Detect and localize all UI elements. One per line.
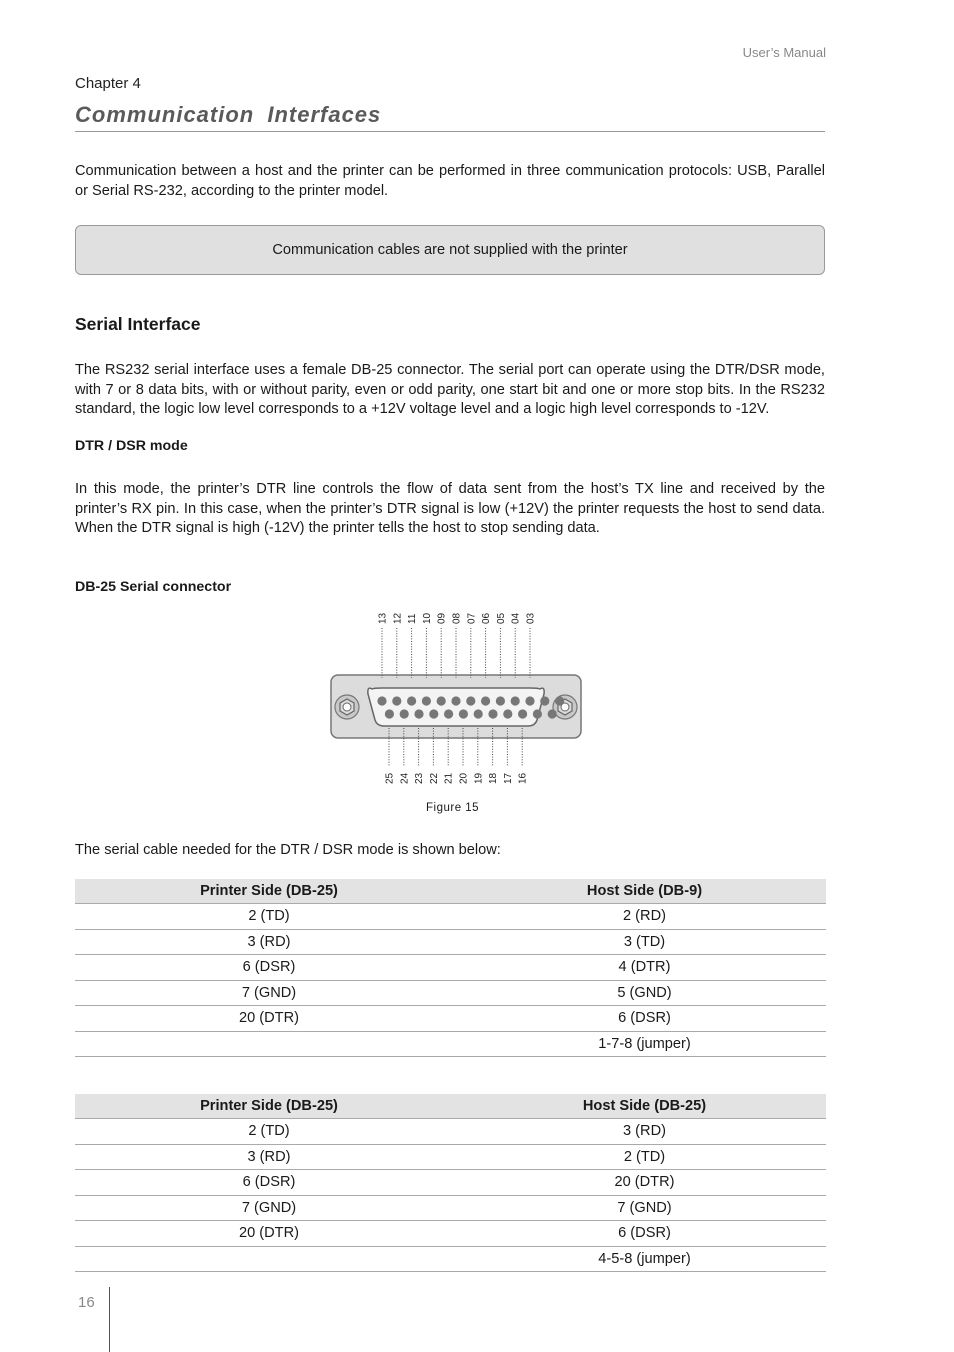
printer-pin <box>75 1031 463 1057</box>
pin-dot <box>474 709 483 718</box>
pin-dot <box>414 709 423 718</box>
table-row <box>75 1031 826 1057</box>
serial-heading: Serial Interface <box>75 314 201 334</box>
printer-pin: 20 (DTR) <box>75 1221 463 1247</box>
screw-left-icon <box>335 695 359 719</box>
host-pin: 6 (DSR) <box>463 1221 826 1247</box>
printer-pin: 3 (RD) <box>75 929 463 955</box>
pin-label: 24 <box>399 772 411 784</box>
pin-dot <box>503 709 512 718</box>
serial-description: The RS232 serial interface uses a female DB-25 connector. The serial port can operate using the DTR/DSR mode, with 7 or 8 data bits, with or without parity, even or odd parity, one start bit and one or more stop bits. In the RS232 standard, the logic low level corresponds to a +12V voltage level and a logic high level corresponds to -12V. <box>75 362 825 417</box>
pin-label: 22 <box>428 772 440 784</box>
pin-dot <box>392 696 401 705</box>
table-row <box>75 980 826 1006</box>
table-row <box>75 1119 826 1145</box>
pin-label: 07 <box>466 612 478 624</box>
printer-side-header: Printer Side (DB-25) <box>75 879 463 904</box>
pin-label: 19 <box>473 772 485 784</box>
pin-label: 09 <box>436 612 448 624</box>
db9-pinout-table <box>75 879 826 1057</box>
connector-d-shell <box>368 688 544 726</box>
pin-dot <box>518 709 527 718</box>
mode-heading: DTR / DSR mode <box>75 438 188 454</box>
connector-heading: DB-25 Serial connector <box>75 579 232 595</box>
host-side-header: Host Side (DB-9) <box>463 879 826 904</box>
pin-dot <box>511 696 520 705</box>
host-pin: 3 (TD) <box>463 929 826 955</box>
table-row <box>75 929 826 955</box>
table-row <box>75 1144 826 1170</box>
table-row <box>75 904 826 930</box>
pin-dot <box>525 696 534 705</box>
pin-label: 12 <box>392 612 404 624</box>
table-row <box>75 1006 826 1032</box>
pin-label: 04 <box>510 612 522 624</box>
pin-dot <box>385 709 394 718</box>
pin-dot <box>496 696 505 705</box>
intro-paragraph: Communication between a host and the printer can be performed in three communication protocols: USB, Parallel or Serial RS-232, according to the printer model. <box>75 163 825 199</box>
pin-dot <box>533 709 542 718</box>
pin-label: 03 <box>525 612 537 624</box>
host-pin: 2 (TD) <box>463 1144 826 1170</box>
footer-divider <box>109 1287 110 1352</box>
host-pin: 4-5-8 (jumper) <box>463 1246 826 1272</box>
pin-label: 17 <box>502 772 514 784</box>
pin-dot <box>548 709 557 718</box>
pin-label: 11 <box>407 613 419 624</box>
printer-pin <box>75 1246 463 1272</box>
pin-dot <box>466 696 475 705</box>
host-pin: 4 (DTR) <box>463 955 826 981</box>
figure-caption: Figure 15 <box>426 802 480 814</box>
pin-dot <box>407 696 416 705</box>
chapter-title: Communication Interfaces <box>75 102 825 132</box>
host-side-header: Host Side (DB-25) <box>463 1094 826 1119</box>
table-row <box>75 1170 826 1196</box>
pin-label: 10 <box>421 612 433 624</box>
pin-dot <box>451 696 460 705</box>
pin-label: 13 <box>377 612 389 624</box>
table-row <box>75 955 826 981</box>
pin-dot <box>400 709 409 718</box>
table-row <box>75 1195 826 1221</box>
printer-pin: 2 (TD) <box>75 1119 463 1145</box>
table-row <box>75 1221 826 1247</box>
pin-dot <box>555 696 564 705</box>
pin-dot <box>488 709 497 718</box>
manual-label: User’s Manual <box>742 45 826 60</box>
printer-pin: 20 (DTR) <box>75 1006 463 1032</box>
db25-pinout-table <box>75 1094 826 1272</box>
table-row <box>75 1246 826 1272</box>
host-pin: 3 (RD) <box>463 1119 826 1145</box>
note-box <box>75 225 825 275</box>
pin-label: 05 <box>495 612 507 624</box>
pin-dot <box>422 696 431 705</box>
printer-pin: 3 (RD) <box>75 1144 463 1170</box>
pin-dot <box>444 709 453 718</box>
pin-label: 18 <box>488 772 500 784</box>
printer-pin: 6 (DSR) <box>75 1170 463 1196</box>
host-pin: 5 (GND) <box>463 980 826 1006</box>
table-header-row <box>75 1094 826 1119</box>
chapter-label: Chapter 4 <box>75 75 141 92</box>
host-pin: 6 (DSR) <box>463 1006 826 1032</box>
host-pin: 2 (RD) <box>463 904 826 930</box>
pin-label: 21 <box>443 772 455 784</box>
db25-connector-diagram <box>330 600 585 790</box>
pin-dot <box>437 696 446 705</box>
printer-pin: 7 (GND) <box>75 980 463 1006</box>
pin-label: 16 <box>517 772 529 784</box>
host-pin: 20 (DTR) <box>463 1170 826 1196</box>
host-pin: 7 (GND) <box>463 1195 826 1221</box>
pin-dot <box>429 709 438 718</box>
host-pin: 1-7-8 (jumper) <box>463 1031 826 1057</box>
pin-dot <box>459 709 468 718</box>
pin-label: 20 <box>458 772 470 784</box>
pin-label: 23 <box>414 772 426 784</box>
pin-label: 25 <box>384 772 396 784</box>
printer-pin: 2 (TD) <box>75 904 463 930</box>
printer-side-header: Printer Side (DB-25) <box>75 1094 463 1119</box>
db25-connector-figure <box>330 600 585 790</box>
note-text: Communication cables are not supplied with the printer <box>272 242 628 258</box>
pin-label: 08 <box>451 612 463 624</box>
cable-intro: The serial cable needed for the DTR / DSR mode is shown below: <box>75 842 501 858</box>
printer-pin: 6 (DSR) <box>75 955 463 981</box>
page-number: 16 <box>78 1294 95 1311</box>
pin-dot <box>540 696 549 705</box>
mode-paragraph: In this mode, the printer’s DTR line controls the flow of data sent from the host’s TX line and received by the printer’s RX pin. In this case, when the printer’s DTR signal is low (+12V) the printer requests the host to send data. When the DTR signal is high (-12V) the printer tells the host to stop sending data. <box>75 481 825 536</box>
table-header-row <box>75 879 826 904</box>
pin-dot <box>481 696 490 705</box>
pin-label: 06 <box>481 612 493 624</box>
pin-dot <box>377 696 386 705</box>
printer-pin: 7 (GND) <box>75 1195 463 1221</box>
